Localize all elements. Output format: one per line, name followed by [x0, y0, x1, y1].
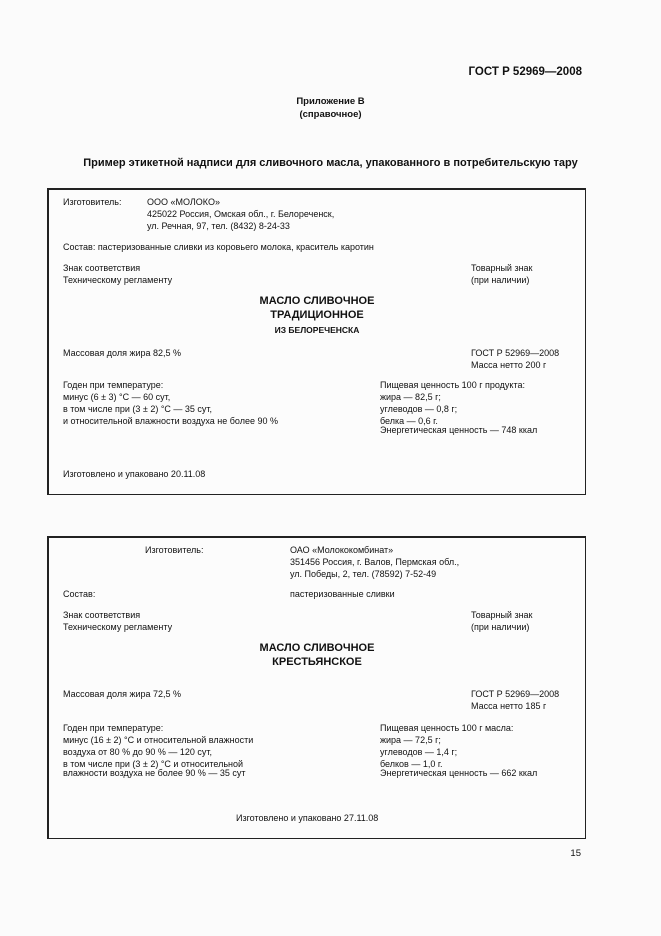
- manufacturer-address-line2: ул. Победы, 2, тел. (78592) 7-52-49: [290, 569, 437, 579]
- composition-label: Состав:: [63, 589, 96, 599]
- manufacturer-address-line1: 351456 Россия, г. Валов, Пермская обл.,: [290, 557, 460, 567]
- conformity-mark-line1: Знак соответствия: [63, 610, 141, 620]
- composition: Состав: пастеризованные сливки из коровьего молока, краситель каротин: [63, 242, 374, 252]
- appendix-title: Приложение В: [296, 96, 365, 107]
- trademark-line2: (при наличии): [471, 275, 530, 285]
- conformity-mark-line2: Техническому регламенту: [63, 275, 173, 285]
- appendix-subtitle: (справочное): [299, 109, 362, 120]
- product-name-line2: КРЕСТЬЯНСКОЕ: [272, 656, 362, 668]
- storage-line: воздуха от 80 % до 90 % — 120 сут,: [63, 747, 213, 757]
- gost-reference: ГОСТ Р 52969—2008: [471, 348, 560, 358]
- storage-line: влажности воздуха не более 90 % — 35 сут: [63, 768, 246, 778]
- page-number: 15: [570, 848, 581, 859]
- net-mass: Масса нетто 200 г: [471, 360, 547, 370]
- storage-line: в том числе при (3 ± 2) °С — 35 сут,: [63, 404, 213, 414]
- manufacturer-name: ОАО «Молококомбинат»: [290, 545, 394, 555]
- production-date: Изготовлено и упаковано 20.11.08: [63, 469, 206, 479]
- manufacturer-address-line1: 425022 Россия, Омская обл., г. Белореченск,: [147, 209, 335, 219]
- storage-line: минус (6 ± 3) °С — 60 сут,: [63, 392, 171, 402]
- nutrition-line: жира — 82,5 г;: [380, 392, 441, 402]
- storage-line: Годен при температуре:: [63, 723, 164, 733]
- conformity-mark-line2: Техническому регламенту: [63, 622, 173, 632]
- conformity-mark-line1: Знак соответствия: [63, 263, 141, 273]
- storage-line: Годен при температуре:: [63, 380, 164, 390]
- nutrition-line: Пищевая ценность 100 г продукта:: [380, 380, 525, 390]
- page-title: Пример этикетной надписи для сливочного масла, упакованного в потребительскую тару: [83, 157, 578, 169]
- storage-line: минус (16 ± 2) °С и относительной влажности: [63, 735, 254, 745]
- manufacturer-name: ООО «МОЛОКО»: [147, 197, 220, 207]
- manufacturer-label: Изготовитель:: [145, 545, 204, 555]
- product-name-line3: ИЗ БЕЛОРЕЧЕНСКА: [274, 325, 360, 335]
- product-name-line1: МАСЛО СЛИВОЧНОЕ: [259, 295, 375, 307]
- label-example-2: [47, 536, 586, 839]
- trademark-line1: Товарный знак: [471, 263, 533, 273]
- standard-designation: ГОСТ Р 52969—2008: [468, 66, 582, 78]
- product-name-line2: ТРАДИЦИОННОЕ: [270, 309, 364, 321]
- net-mass: Масса нетто 185 г: [471, 701, 547, 711]
- nutrition-line: белков — 1,0 г.: [380, 759, 443, 769]
- nutrition-line: углеводов — 1,4 г;: [380, 747, 458, 757]
- trademark-line1: Товарный знак: [471, 610, 533, 620]
- product-name-line1: МАСЛО СЛИВОЧНОЕ: [259, 642, 375, 654]
- energy-value: Энергетическая ценность — 748 ккал: [380, 425, 538, 435]
- composition-value: пастеризованные сливки: [290, 589, 395, 599]
- nutrition-line: углеводов — 0,8 г;: [380, 404, 458, 414]
- manufacturer-address-line2: ул. Речная, 97, тел. (8432) 8-24-33: [147, 221, 290, 231]
- fat-content: Массовая доля жира 82,5 %: [63, 348, 182, 358]
- storage-line: в том числе при (3 ± 2) °С и относительной: [63, 759, 244, 769]
- trademark-line2: (при наличии): [471, 622, 530, 632]
- nutrition-line: Пищевая ценность 100 г масла:: [380, 723, 514, 733]
- energy-value: Энергетическая ценность — 662 ккал: [380, 768, 538, 778]
- fat-content: Массовая доля жира 72,5 %: [63, 689, 182, 699]
- storage-line: и относительной влажности воздуха не более 90 %: [63, 416, 278, 426]
- manufacturer-label: Изготовитель:: [63, 197, 122, 207]
- nutrition-line: жира — 72,5 г;: [380, 735, 441, 745]
- nutrition-line: белка — 0,6 г.: [380, 416, 438, 426]
- production-date: Изготовлено и упаковано 27.11.08: [236, 813, 379, 823]
- gost-reference: ГОСТ Р 52969—2008: [471, 689, 560, 699]
- label-example-1: [47, 188, 586, 495]
